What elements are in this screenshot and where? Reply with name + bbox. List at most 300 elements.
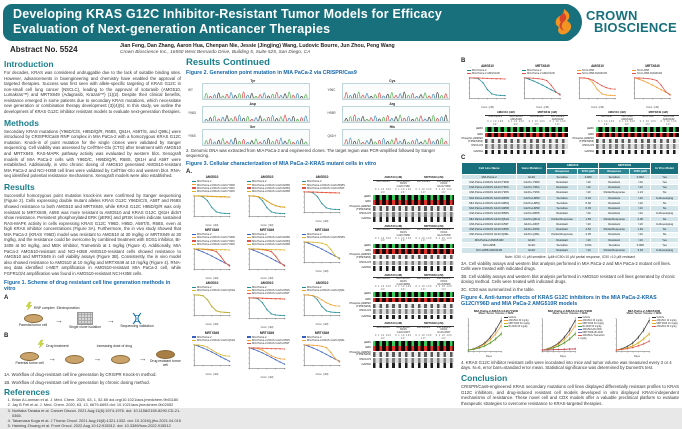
plot-xlabel: Conc. (nM): [260, 223, 274, 227]
blot-band-strip: [373, 212, 454, 217]
legend-swatch: [192, 336, 196, 337]
table-cell: Resistant: [547, 222, 578, 227]
stepA2-label: Single clone isolation: [69, 324, 101, 329]
blot-band-strip: [373, 315, 454, 320]
blot-row: [461, 144, 568, 149]
dose-response-plot: [186, 229, 238, 280]
lane-label: MIA PaCa-2: [416, 179, 431, 183]
aminoacid-label: Arg: [389, 101, 396, 106]
figure1-captionA: 1A. Workflow of drug-resistant cell line generation by CRISPR Knock-In method.: [4, 371, 157, 377]
table-cell: G12C: [517, 174, 547, 179]
lane-label: MIA PaCa-2: [376, 228, 390, 232]
blot-band-strip: [596, 150, 679, 155]
blot-band-strip: [485, 127, 568, 132]
plot-title: AMG510: [205, 281, 219, 286]
plot-canvas: [186, 343, 234, 369]
legend-entry: MIA PaCa-2-KRAS G12C/Q61H: [192, 339, 238, 342]
table-cell: G12C+H95D: [517, 195, 547, 200]
blot-band-strip: [373, 244, 454, 249]
table-cell: >10: [578, 185, 599, 190]
table-note: Note: IC50 <1 μM sensitive, 1μM<IC50<10 μM partial response, IC50 >10 μM resistant: [504, 254, 636, 259]
blot-band-strip: [485, 133, 568, 138]
figure3A-doseresponse-grid: [186, 176, 346, 379]
table-cell: G12C+H95R: [517, 206, 547, 211]
plot-legend: [247, 336, 293, 346]
legend-entry: MRTX849 30 mg/kg: [504, 322, 530, 325]
lightning-icon: [38, 340, 44, 348]
table-cell: Resistant: [547, 227, 578, 232]
plot-legend: [247, 233, 293, 246]
blot-band-strip: [373, 195, 454, 200]
table-cell: Resistant: [547, 180, 578, 185]
drug-header-mrtx849: MRTX849 (nM): [414, 225, 455, 229]
blot-band-strip: [373, 249, 454, 254]
drug-header-amg510: AMG510 (nM): [373, 322, 414, 326]
blot-row-label: GAPDH: [584, 149, 594, 153]
stepA1-label: Parental tumor cell: [18, 322, 48, 327]
chart-body: [609, 316, 679, 356]
column-subheader: Response: [547, 169, 578, 175]
plot-xlabel: Conc. (nM): [315, 220, 329, 224]
affiliation: Crown Bioscience Inc., 16550 West Bernardo Drive, Building 5, Suite 525, San Diego, CA: [120, 50, 311, 55]
aminoacid-label: Tyr: [250, 78, 256, 83]
blot-row-label: pERK: [475, 127, 483, 131]
table-cell: MIA PaCa-2-KRAS G12C/Y96D: [462, 180, 517, 185]
table-cell: >10: [578, 190, 599, 195]
legend-swatch: [652, 323, 656, 324]
legend-entry: MIA PaCa-2: [192, 180, 238, 183]
blot-row: [461, 150, 568, 155]
legend-swatch: [192, 187, 196, 188]
blot-row: [572, 138, 679, 143]
legend-swatch: [247, 237, 251, 238]
legend-swatch: [192, 234, 196, 235]
chart-body: [535, 316, 605, 356]
blot-row-label: RSK1/2/3: [359, 211, 371, 215]
petri-dish-icon: [65, 355, 84, 364]
flame-icon: [546, 4, 582, 40]
legend-entry: NCI-H358: [632, 69, 679, 72]
blot-band-strip: [485, 139, 568, 144]
dose-values: 0 1 10 100 10³: [415, 285, 432, 291]
plot-title: MRTX849: [259, 330, 275, 335]
dose-values: 0 1 10 100 10³: [415, 187, 432, 194]
lane-label: MIA PaCa-2: [488, 114, 503, 118]
table-cell: Yes: [651, 174, 679, 179]
legend-swatch: [578, 335, 582, 336]
blot-row: [349, 352, 454, 357]
ic50-summary-table: [461, 162, 679, 253]
lane-label: MIA PaCa-2-KRAS G12C/A59T: [396, 325, 411, 335]
lane-label: NCI-H358 AMG510R: [662, 114, 675, 121]
plot-title: AMG510: [315, 281, 329, 286]
table-cell: MIA PaCa-2-KRAS G12C/H95Q: [462, 201, 517, 206]
arrow-icon: →: [138, 354, 147, 364]
legend-swatch: [192, 290, 196, 291]
dose-values: 0 1 10 100 10³: [435, 333, 453, 340]
chart-legend: [578, 316, 605, 340]
legend-entry: MIA PaCa-2: [247, 286, 293, 289]
legend-entry: MIA PaCa-2-KRAS G12C/H95Q: [247, 187, 293, 190]
dose-values: 0 1 10 100 10³: [549, 120, 566, 126]
blot-row: [349, 217, 454, 222]
table-cell: Resistant: [599, 185, 630, 190]
table-cell: G12C+Q61H: [517, 216, 547, 221]
table-cell: Sensitive: [599, 243, 630, 248]
plot-legend: [302, 180, 348, 190]
column-header: Gene Mutation: [517, 163, 547, 175]
table-cell: G12C+Y96C: [517, 185, 547, 190]
legend-entry: MIA PaCa-2-KRAS G12C/R68S: [302, 236, 348, 239]
blot-band-strip: [373, 200, 454, 205]
plot-xlabel: Conc. (nM): [260, 276, 274, 280]
dose-values: 0 1 10 100 10³: [395, 236, 412, 243]
legend-entry: MIA PaCa-2-KRAS G12C/H95D: [247, 184, 293, 187]
legend-entry: MIA PaCa-2 AMG510R: [522, 72, 569, 75]
dose-response-plot: [241, 176, 293, 227]
legend-swatch: [578, 317, 582, 318]
lane-label: NCI-H358: [642, 114, 654, 118]
figure1-rnp-row: [26, 302, 181, 310]
results-text: Successful homozygous point mutation knock-ins were confirmed by Sanger sequencing (Figure 2). Cells expressing double mutant alleles KRAS G12C Y96D/C/S, A59T and R68S showed resistance to both AMG510 and MRTX849, while KRAS G12C H95D/Q/R was only resistant to MRTX849, A59S was more resistant to AMG510 and KRAS G12C Q61H didn't show resistance. Persistent phosphorylated ERK (pERK) and pRSK levels indicate sustained RAS-MAPK activity in cells expressing KRAS G12C Y96D, H95D, A59T/S, R68S, even at high KRAS inhibitor concentrations (Figure 3A). Furthermore, the in vivo study showed that MIA PaCa-2 (KRAS Y96D) model was resistant to AMG510 at 30 mg/kg or MRTX849 at 30 mg/kg, and the resistance could be overcome by combined treatment with SOS1 inhibitor, BI-3406 at 50 mg/kg, and MEK inhibitor, Trametinib at 1 mg/kg (Figure 4). Additionally, MIA PaCa-2 AMG510-resistant and NCI-H358 AMG510-resistant cells showed resistance to AMG510 and MRTX849 in cell viability assays (Figure 3B). Consistently, the in vivo model also showed resistance to AMG510 at 10 mg/kg and MRTX849 at 10 mg/kg (Figure 4). RNA-seq data identified c-MET amplification in AMG510-resistant MIA PaCa-2 cell, while FGFR1/3/4 amplification was found in AMG510-resistant NCI-H358 cells.: [4, 192, 181, 276]
blot-row: [349, 266, 454, 271]
lane-label: MIA PaCa-2: [416, 325, 431, 329]
methods-text: Secondary KRAS mutations (Y96D/C/S, H95D/Q/R, R68S, Q61H, A59T/S, and Q99L) were introduced by CRISPR/Cas9 RNP complex in MIA PaCa-2 with a homozygous KRAS G12C mutation. Knock-in of point mutation for the single clones were validated by Sanger sequencing. Cell viability was assessed by CellTiter-Glo (CTG) after treatment with AMG510 and MRTX849. RAS-MAPK pathway activity was evaluated by western blot. Xenograft models of MIA PaCa-2 cells with Y96D/C, H95D/Q/R, R68S, Q61H and A59T were established. Additionally, in vitro chronic dosing of AMG510 generated AMG510-resistant MIA PaCa-2 and NCI-H358 cell lines were validated by CellTiter-Glo and western blot. RNA-seq identified potential resistance mechanisms. Xenograft models were also established.: [4, 128, 181, 179]
drug-header-mrtx849: MRTX849 (nM): [414, 322, 455, 326]
table-cell: Resistant: [599, 180, 630, 185]
legend-swatch: [302, 290, 306, 291]
legend-swatch: [247, 287, 251, 288]
sequence-trace: [202, 129, 310, 146]
blot-row: [349, 358, 454, 363]
legend-entry: MIA PaCa-2-KRAS G12C/A59T: [247, 292, 293, 295]
dose-values: 0 1 10 100 10³: [374, 333, 392, 340]
legend-entry: MIA PaCa-2-KRAS G12C/Y96S: [192, 190, 238, 193]
blot-band-strip: [373, 292, 454, 297]
abstract-number: Abstract No. 5524: [10, 45, 78, 54]
figure1-panelA-row: [14, 312, 181, 330]
figure3A-westernblots: [349, 176, 454, 379]
blot-band-strip: [373, 304, 454, 309]
blot-row-label: ERK: [365, 200, 371, 204]
blot-row-label: ERK: [477, 132, 483, 136]
intro-heading: Introduction: [4, 59, 54, 69]
table-cell: MIA PaCa-2 AMG510R: [462, 237, 517, 242]
plot-legend: [302, 233, 348, 239]
figure3-panelA-label: A.: [186, 169, 192, 176]
blot-band-strip: [373, 206, 454, 211]
legend-entry: MIA PaCa-2-KRAS G12C/Q61H: [192, 289, 238, 292]
arrow-icon: →: [107, 315, 115, 325]
blot-row-label: RSK1/2/3: [359, 309, 371, 313]
blot-row: [572, 144, 679, 149]
blot-row-label: RSK1/2/3: [471, 144, 483, 148]
legend-entry: MIA PaCa-2-KRAS G12C/A59S: [247, 289, 293, 292]
blot-row: [349, 303, 454, 308]
conclusion-heading: Conclusion: [461, 373, 508, 384]
chart-subtitle: Mean Tumor Volume ± SEM: [552, 312, 588, 316]
clone-label: Y96S: [188, 133, 196, 138]
chart-xlabel: Days: [486, 355, 492, 359]
plot-xlabel: Conc. (nM): [205, 223, 219, 227]
table-cell: Sensitive: [599, 174, 630, 179]
blot-row-label: GAPDH: [473, 149, 483, 153]
dose-values: 0 1 10 100 10³: [618, 120, 636, 126]
table-cell: >10: [578, 180, 599, 185]
table-cell: Sensitive: [547, 243, 578, 248]
references-heading: References: [4, 387, 50, 398]
dose-values: 0 1 10 100 10³: [374, 285, 392, 291]
plot-title: MRTX849: [259, 228, 275, 233]
intro-text: For decades, KRAS was considered undruggable due to the lack of suitable binding sites. However, advancements in bioengineering and chemistry have enabled the approval of targeted therapies. Success was first seen with allele-specific targeting of KRAS G12C in non-small cell lung cancer (NSCLC), leading to the approval of sotorasib (AMG510, Lumakras™) and MRTX849 (Adagrasib, Krazati™) (1)(2). Despite their clinical benefits, resistance emerged in some patients due to secondary KRAS mutations, which necessitate new generation or combination therapy development (3)(4)(5). In this study, we outline the development of KRAS G12C inhibitor resistant models to evaluate next-generation therapies.: [4, 70, 181, 115]
dose-response-plot: [296, 282, 348, 330]
table-cell: In-Developing: [651, 211, 679, 216]
legend-entry: MIA PaCa-2: [247, 336, 293, 339]
dose-response-plot: [241, 282, 293, 330]
blot-dose-labels: [373, 286, 454, 291]
stepB1: [14, 352, 45, 366]
plot-xlabel: Conc. (nM): [646, 105, 659, 109]
petri-dish-icon: [111, 355, 130, 364]
table-cell: MIA PaCa-2-KRAS G12C/A59S: [462, 227, 517, 232]
table-cell: Resistant: [547, 248, 578, 253]
blot-row: [349, 206, 454, 211]
dose-values: 0 1 10 100 10³: [639, 120, 657, 126]
chart-xlabel: Days: [634, 355, 640, 359]
blot-band-strip: [485, 144, 568, 149]
legend-swatch: [247, 293, 251, 294]
table-cell: Partial Response: [599, 190, 630, 195]
blot-row-label: Phospho-p90RSK (T359/S363): [461, 137, 483, 143]
legend-entry: MRTX849 30 mg/kg: [578, 322, 605, 325]
table-cell: Yes: [651, 185, 679, 190]
increasing-dose-label: Increasing dose of drug: [96, 344, 133, 349]
table-cell: No: [651, 232, 679, 237]
lane-label: MIA PaCa-2 AMG510R: [509, 114, 523, 121]
legend-entry: AMG510+Trametinib 1 mg/kg: [578, 334, 605, 341]
sequence-trace: [342, 129, 450, 146]
chart-title: MIA PaCa-2 AMG510R: [627, 308, 661, 313]
plot-legend: [192, 286, 238, 292]
drug-header-amg510: AMG510 (nM): [485, 111, 527, 115]
dose-response-plot: [461, 65, 514, 109]
legend-entry: MIA PaCa-2: [302, 180, 348, 183]
poster-title-line1: Developing KRAS G12C Inhibitor-Resistant Tumor Models for Efficacy: [13, 7, 442, 21]
stepB4-label: Drug resistant tumor cell: [150, 359, 181, 368]
legend-entry: MIA PaCa-2: [302, 233, 348, 236]
petri-dish-icon: [156, 350, 175, 359]
table-cell: >10: [578, 211, 599, 216]
figure2-title: Figure 2. Generation point mutation in MIA PaCa-2 via CRISPR/Cas9: [186, 70, 357, 76]
logo-line1: CROWN: [586, 8, 638, 23]
plot-canvas: [296, 293, 344, 319]
lane-label: MIA PaCa-2-KRAS G12C/R68S: [396, 277, 411, 286]
table-cell: In-Developing: [651, 222, 679, 227]
blot-band-strip: [596, 139, 679, 144]
table-cell: Partial Response: [599, 216, 630, 221]
dose-values: 0 1 10 100 10³: [395, 333, 412, 340]
legend-entry: MIA PaCa-2: [302, 286, 348, 289]
blot-row: [349, 195, 454, 200]
blot-band-strip: [373, 255, 454, 260]
left-column: [4, 57, 181, 429]
blot-row-label: pERK: [363, 194, 371, 198]
middle-column: [186, 57, 457, 406]
plot-canvas: [241, 346, 289, 372]
blot-dose-labels: [596, 121, 679, 126]
references-list: [4, 398, 181, 429]
table-cell: G12C+R68S: [517, 211, 547, 216]
table-cell: 1.21: [630, 190, 651, 195]
legend-swatch: [302, 184, 306, 185]
table-cell: Partial Response: [599, 227, 630, 232]
legend-entry: MIA PaCa-2-KRAS G12C/H95D: [247, 236, 293, 239]
legend-entry: MIA PaCa-2-KRAS G12C/A59S: [247, 339, 293, 342]
blot-band-strip: [596, 127, 679, 132]
legend-entry: AMG510 30 mg/kg: [652, 325, 678, 328]
legend-entry: AMG510+BI-3406: [578, 328, 605, 331]
right-column: [461, 57, 679, 406]
dose-values: 0 1 10 100 10³: [374, 187, 392, 194]
plot-canvas: [241, 247, 289, 273]
legend-swatch: [302, 340, 306, 341]
legend-entry: Vehicle: [578, 316, 605, 319]
blot-band-strip: [373, 309, 454, 314]
figure1-panelB-row: [14, 350, 181, 367]
table-cell: >10: [630, 201, 651, 206]
plot-canvas: [241, 296, 289, 322]
legend-entry: MRTX849 10 mg/kg: [652, 322, 678, 325]
dose-values: 0 1 10 100 10³: [507, 120, 525, 126]
table-cell: G12C+Y96D: [517, 180, 547, 185]
authors: Jian Feng, Dan Zhang, Aaron Hua, Chenpan Nie, Jessie (Jingjing) Wang, Ludovic Bourre, Jun Zhou, Peng Wang: [120, 43, 395, 49]
plot-xlabel: Conc. (nM): [536, 105, 549, 109]
table-cell: >10: [578, 237, 599, 242]
legend-entry: Vehicle: [652, 316, 678, 319]
dose-response-plot: [186, 332, 238, 380]
legend-swatch: [247, 181, 251, 182]
legend-swatch: [192, 244, 196, 245]
tumor-growth-chart: [609, 310, 679, 359]
legend-entry: MIA PaCa-2: [192, 336, 238, 339]
blot-row: [572, 150, 679, 155]
legend-entry: NCI-H358 AMG510R: [632, 72, 679, 75]
blot-band-strip: [373, 298, 454, 303]
stepA3: [118, 313, 156, 329]
lane-label: MIA PaCa-2: [376, 179, 390, 183]
table-cell: Resistant: [599, 222, 630, 227]
clone-label: Y96C: [327, 87, 336, 92]
legend-swatch: [578, 329, 582, 330]
figure1-diagram: [4, 295, 181, 368]
blot-row-label: Phospho-p90RSK (T359/S363): [572, 137, 594, 143]
legend-entry: MIA PaCa-2-KRAS G12C/Y96S: [192, 243, 238, 246]
plot-canvas: [571, 76, 620, 102]
aminoacid-label: Asp: [249, 101, 256, 106]
legend-swatch: [247, 234, 251, 235]
reference-item: 4. Takamasa Koga et al. J Thorac Oncol. 2021 Aug;16(8):1321-1332. doi: 10.1016/j.jtho.2021.04.015: [12, 419, 181, 424]
blot-row-label: Phospho-p90RSK (T359/S363): [349, 204, 371, 211]
legend-swatch: [247, 343, 251, 344]
clone-label: WT: [188, 87, 193, 92]
lane-label: MIA PaCa-2 AMG510R: [550, 114, 565, 121]
column-header: AMG510: [547, 163, 599, 169]
chart-subtitle: Mean Tumor Volume ± SEM: [478, 312, 514, 316]
results-continued-heading: Results Continued: [186, 57, 270, 68]
blot-row: [461, 138, 568, 143]
table-cell: >10: [630, 222, 651, 227]
legend-entry: BI-3406 50 mg/kg: [578, 325, 605, 328]
legend-swatch: [302, 237, 306, 238]
aminoacid-label: Cys: [389, 78, 396, 83]
lane-label: MIA PaCa-2-KRAS G12C/Y96D: [396, 179, 411, 189]
sequence-trace: [342, 106, 450, 123]
column-subheader: IC50 (μM): [630, 169, 651, 175]
plot-xlabel: Conc. (nM): [260, 326, 274, 330]
dose-values: 0 1 10 100 10³: [487, 120, 504, 126]
legend-entry: AMG510 30 mg/kg: [578, 319, 605, 322]
plot-canvas: [186, 247, 234, 273]
legend-swatch: [632, 73, 636, 74]
dose-response-plot: [186, 282, 238, 330]
blot-dose-labels: [485, 121, 568, 126]
reference-item: 2. Jay B Fell et al. J. Med. Chem. 2020, 63, 13, 6679-6693 doi: 10.1021/acs.jmedchem.0b02052: [12, 403, 181, 408]
table-cell: Resistant: [599, 201, 630, 206]
legend-swatch: [467, 73, 471, 74]
logo-wordmark: [586, 10, 677, 34]
blot-row-label: GAPDH: [361, 217, 371, 221]
legend-swatch: [192, 184, 196, 185]
legend-entry: MIA PaCa-2-KRAS G12C/Q99L: [302, 289, 348, 292]
blot-band-strip: [596, 144, 679, 149]
table-cell: >10: [630, 185, 651, 190]
legend-entry: MIA PaCa-2: [192, 286, 238, 289]
legend-entry: MIA PaCa-2: [247, 233, 293, 236]
legend-swatch: [192, 240, 196, 241]
figure3B-doseresponse-row: [461, 65, 679, 109]
figure3-panelC-label: C: [461, 155, 466, 162]
plot-title: AMG510: [260, 175, 274, 180]
plot-legend: [192, 336, 238, 342]
dose-values: 0 1 10 100 10³: [395, 187, 412, 194]
clone-plate-icon: [77, 312, 93, 325]
stepB4: [150, 350, 181, 367]
plot-title: AMG510: [591, 64, 604, 68]
crownbio-logo: [576, 2, 678, 46]
legend-entry: AMG510 10 mg/kg: [652, 319, 678, 322]
legend-swatch: [652, 326, 656, 327]
table-cell: Resistant: [599, 195, 630, 200]
legend-entry: MIA PaCa-2: [192, 233, 238, 236]
blot-row-label: RSK1/2/3: [359, 357, 371, 361]
table-cell: G12C: [517, 248, 547, 253]
figure3-panelB-label: B: [461, 58, 466, 64]
table-cell: Sensitive: [547, 206, 578, 211]
dose-values: 0 1 10 100 10³: [374, 236, 392, 243]
blot-row: [349, 309, 454, 314]
plot-xlabel: Conc. (nM): [205, 276, 219, 280]
dose-response-plot: [626, 65, 679, 109]
blot-band-strip: [373, 261, 454, 266]
results-heading: Results: [4, 181, 35, 192]
lightning-icon: [26, 302, 32, 310]
stepA1: [14, 314, 52, 328]
lane-label: MIA PaCa-2: [416, 277, 431, 280]
legend-entry: MRTX849+BI-3406: [578, 331, 605, 334]
legend-swatch: [247, 191, 251, 192]
caption-3C: 3C. IC50 was summarized in the table.: [461, 287, 535, 292]
legend-swatch: [652, 317, 656, 318]
